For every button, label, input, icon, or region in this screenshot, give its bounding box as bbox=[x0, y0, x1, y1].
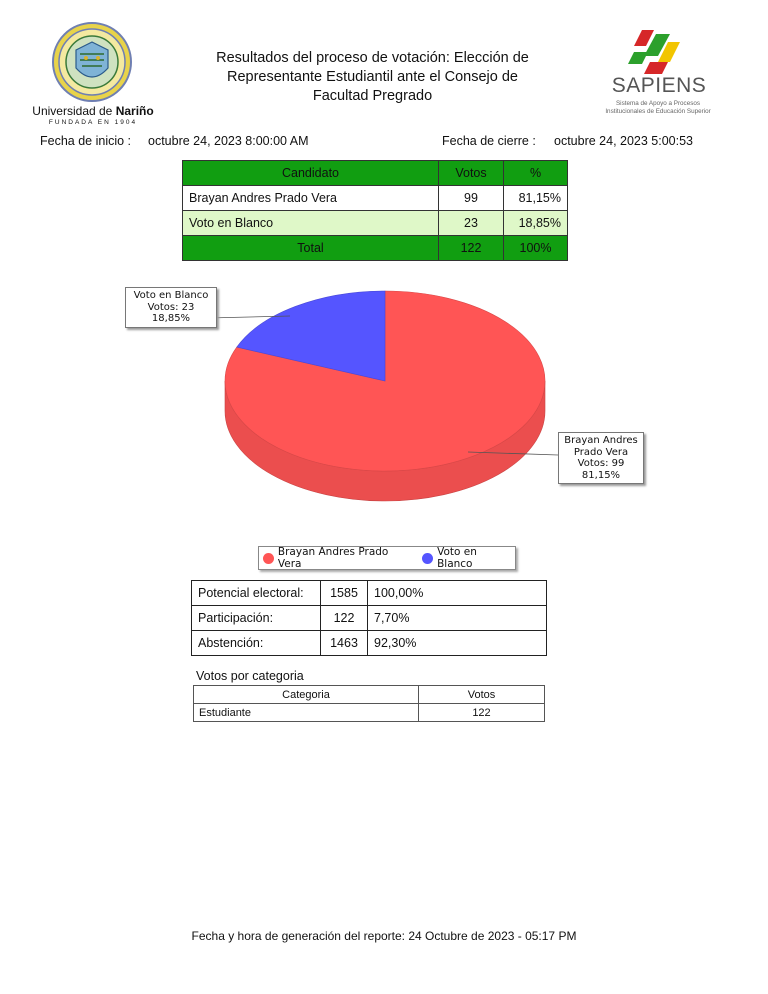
university-tagline: FUNDADA EN 1904 bbox=[48, 119, 138, 126]
candidate-name: Brayan Andres Prado Vera bbox=[183, 186, 439, 211]
legend-swatch-brayan bbox=[263, 553, 274, 564]
legend-label-blanco: Voto en Blanco bbox=[437, 546, 477, 570]
participation-table bbox=[191, 580, 547, 656]
stat-label: Abstención: bbox=[192, 631, 321, 656]
report-title: Resultados del proceso de votación: Elección de Representante Estudiantil ante el Consejo de Facultad Pregrado bbox=[216, 50, 529, 104]
category-header-row bbox=[194, 686, 545, 704]
end-date-label: Fecha de cierre : bbox=[442, 134, 536, 148]
total-votes: 122 bbox=[439, 236, 504, 261]
candidate-name: Voto en Blanco bbox=[183, 211, 439, 236]
end-date-value: octubre 24, 2023 5:00:53 bbox=[554, 134, 694, 148]
stat-value: 1585 bbox=[321, 581, 368, 606]
stat-pct: 100,00% bbox=[368, 581, 547, 606]
category-votes: 122 bbox=[419, 704, 545, 722]
sapiens-subtitle: Sistema de Apoyo a Procesos Institucionales de Educación Superior bbox=[605, 100, 711, 115]
stat-pct: 92,30% bbox=[368, 631, 547, 656]
category-table bbox=[193, 685, 545, 722]
legend-label-brayan: Brayan Andres Prado Vera bbox=[277, 546, 389, 570]
stat-label: Potencial electoral: bbox=[192, 581, 321, 606]
col-pct: % bbox=[504, 161, 568, 186]
table-row bbox=[192, 606, 547, 631]
stat-value: 122 bbox=[321, 606, 368, 631]
pie-chart bbox=[0, 270, 768, 540]
start-date-value: octubre 24, 2023 8:00:00 AM bbox=[148, 134, 309, 148]
candidate-votes: 23 bbox=[439, 211, 504, 236]
report-generated-footer: Fecha y hora de generación del reporte: 24 Octubre de 2023 - 05:17 PM bbox=[191, 929, 577, 943]
total-row bbox=[183, 236, 568, 261]
chart-legend bbox=[258, 546, 516, 570]
sapiens-logo-mark bbox=[628, 28, 688, 76]
sapiens-name: SAPIENS bbox=[611, 74, 707, 97]
candidate-votes: 99 bbox=[439, 186, 504, 211]
candidate-pct: 81,15% bbox=[504, 186, 568, 211]
table-row bbox=[192, 581, 547, 606]
col-categoria: Categoria bbox=[194, 686, 419, 704]
table-row bbox=[183, 186, 568, 211]
table-row bbox=[194, 704, 545, 722]
stat-value: 1463 bbox=[321, 631, 368, 656]
total-label: Total bbox=[183, 236, 439, 261]
legend-swatch-blanco bbox=[422, 553, 433, 564]
start-date-label: Fecha de inicio : bbox=[40, 134, 132, 148]
col-cat-votos: Votos bbox=[419, 686, 545, 704]
candidate-pct: 18,85% bbox=[504, 211, 568, 236]
slice-label-brayan: Brayan Andres Prado Vera Votos: 99 81,15% bbox=[558, 432, 644, 484]
col-candidato: Candidato bbox=[183, 161, 439, 186]
results-header-row bbox=[183, 161, 568, 186]
table-row bbox=[183, 211, 568, 236]
category-heading: Votos por categoria bbox=[196, 669, 304, 683]
table-row bbox=[192, 631, 547, 656]
category-name: Estudiante bbox=[194, 704, 419, 722]
total-pct: 100% bbox=[504, 236, 568, 261]
stat-label: Participación: bbox=[192, 606, 321, 631]
col-votos: Votos bbox=[439, 161, 504, 186]
university-name: Universidad de Nariño bbox=[32, 104, 154, 118]
slice-label-blanco: Voto en Blanco Votos: 23 18,85% bbox=[125, 287, 217, 328]
results-table bbox=[182, 160, 568, 261]
stat-pct: 7,70% bbox=[368, 606, 547, 631]
